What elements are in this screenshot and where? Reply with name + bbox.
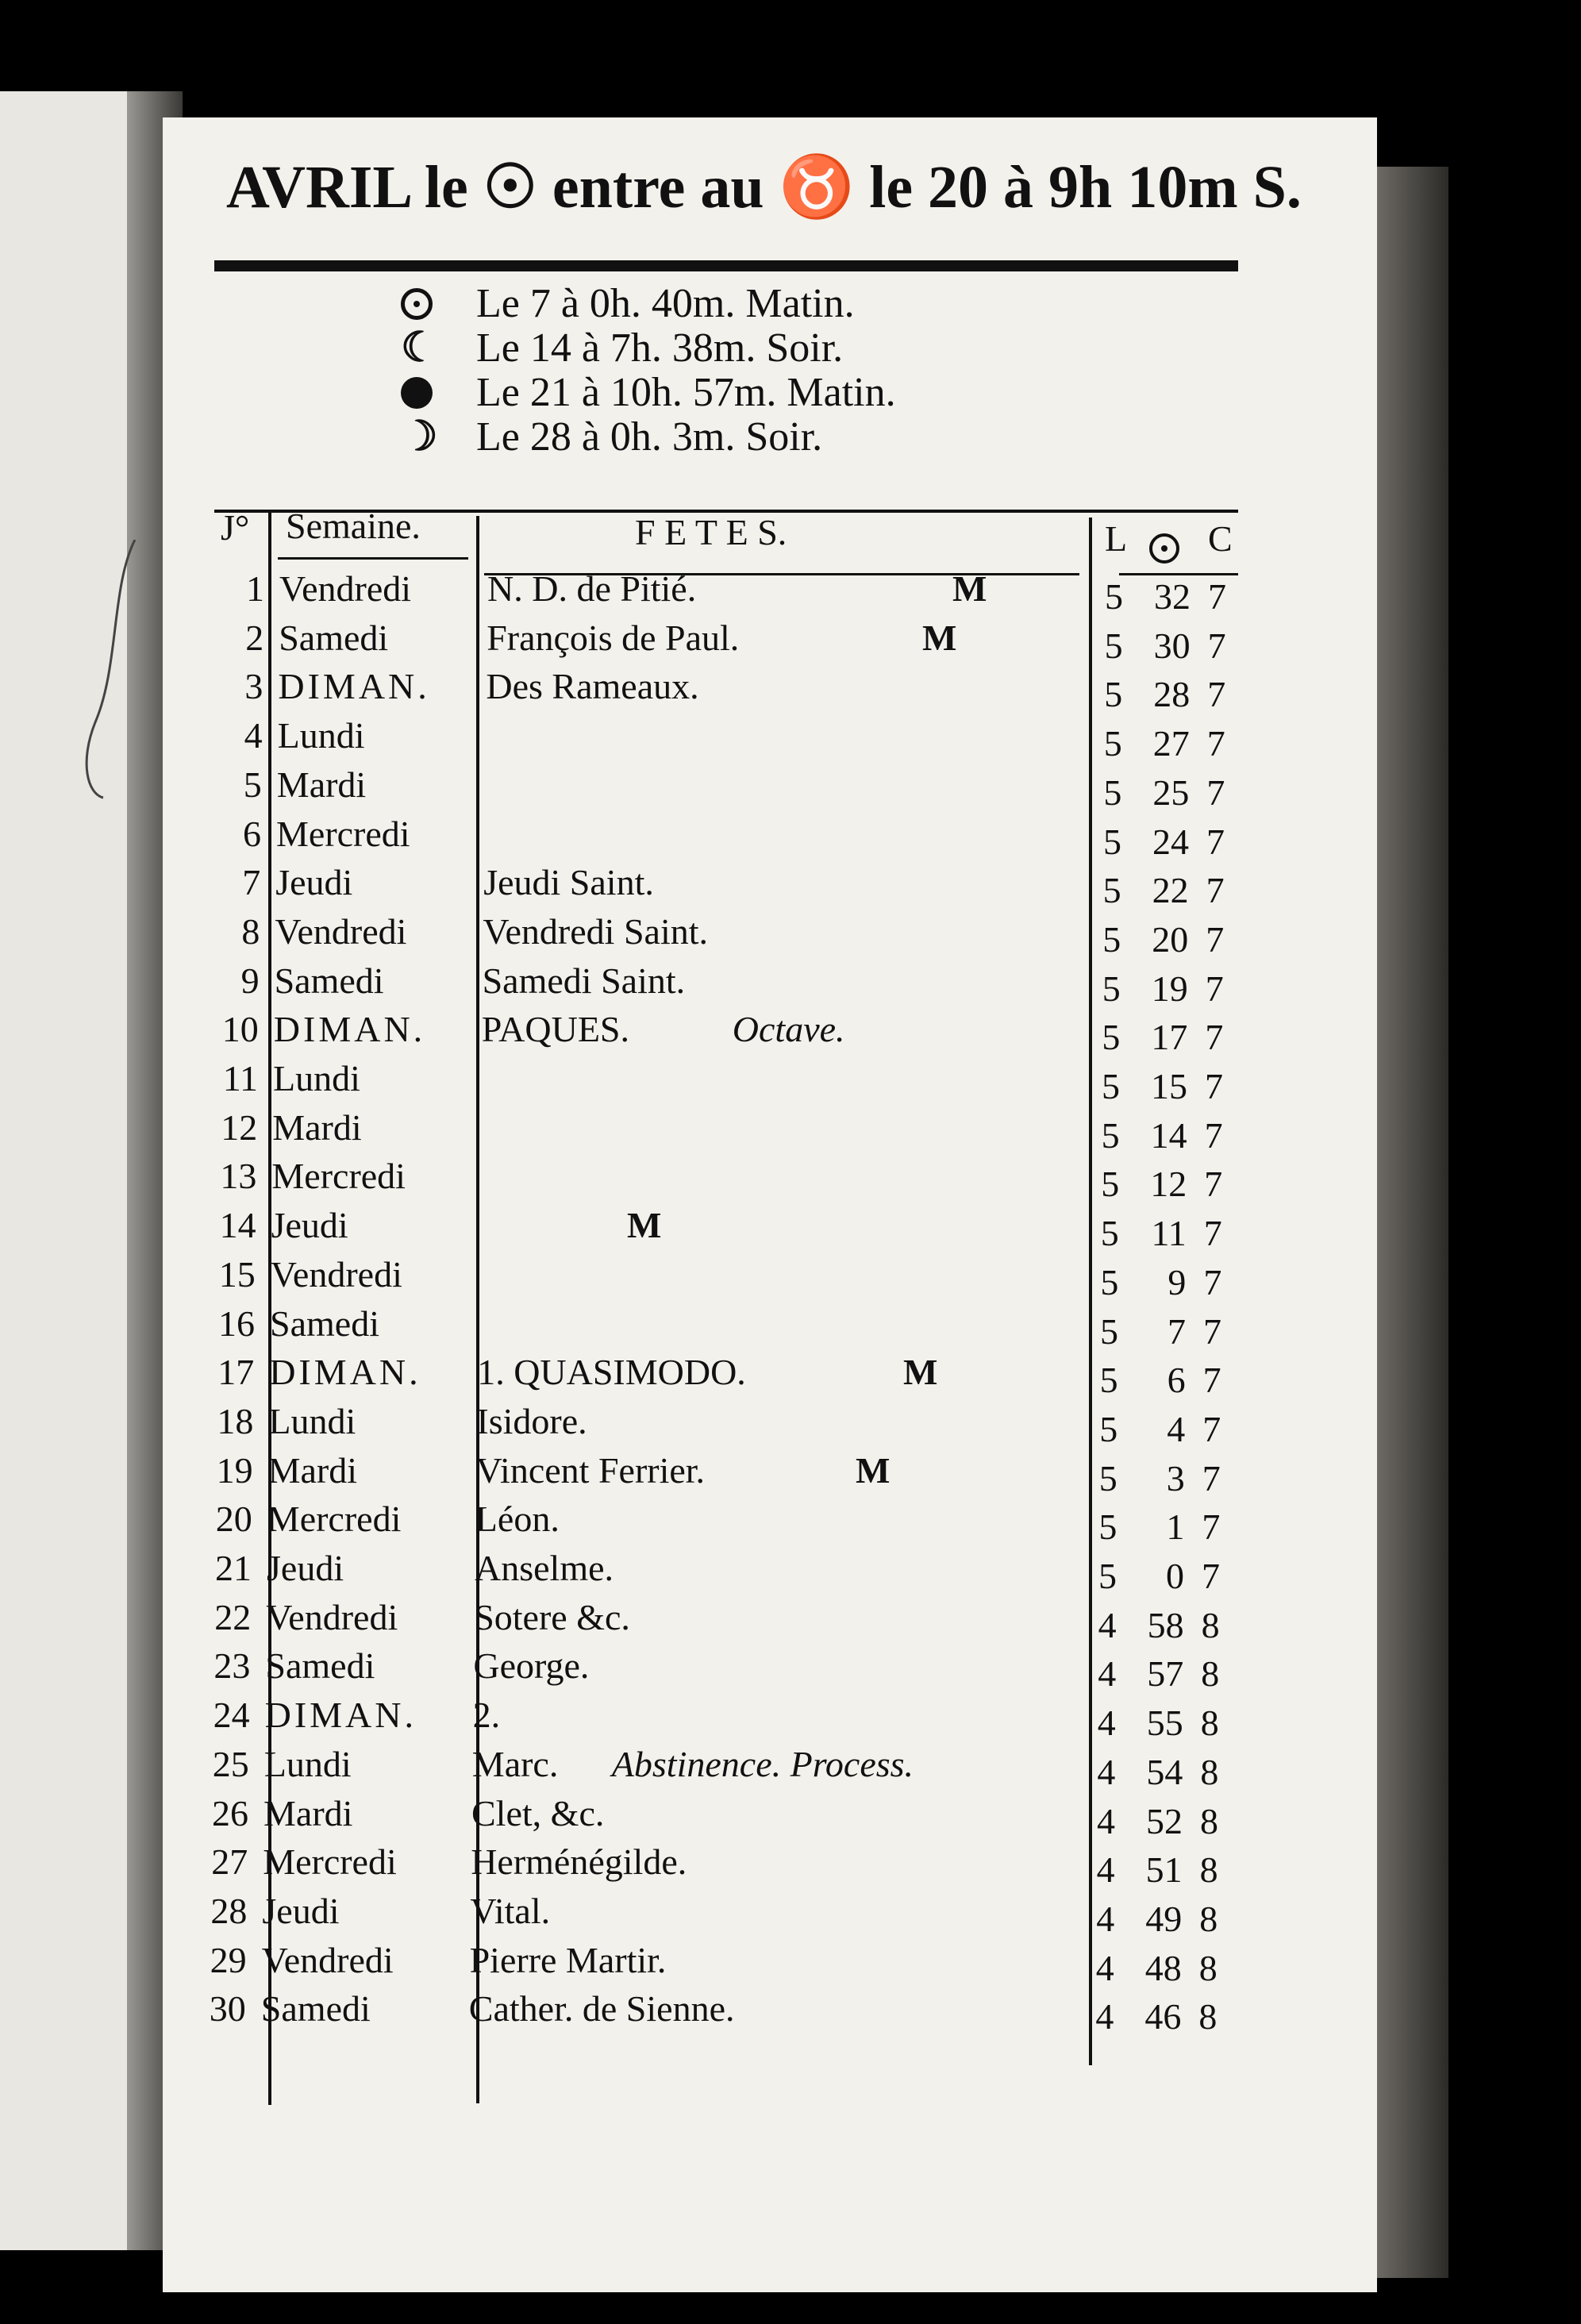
row-sunrise-min: 54: [1146, 1751, 1183, 1792]
row-weekday: DIMAN.: [273, 1009, 426, 1050]
row-day-number: 9: [240, 960, 260, 1001]
row-feast: Vincent Ferrier.: [475, 1449, 706, 1491]
row-weekday: Samedi: [274, 960, 384, 1001]
row-day-number: 15: [218, 1253, 256, 1295]
row-weekday: Samedi: [265, 1645, 375, 1687]
row-sunrise-hour: 4: [1098, 1604, 1117, 1645]
row-weekday: Lundi: [268, 1400, 356, 1441]
row-day-number: 12: [221, 1106, 258, 1148]
row-day-number: 11: [222, 1058, 258, 1099]
row-day-number: 4: [244, 715, 263, 756]
row-sunrise-hour: 5: [1100, 1310, 1118, 1352]
row-weekday: Lundi: [277, 715, 365, 756]
row-sunrise-hour: 4: [1096, 1849, 1115, 1891]
row-sunrise-hour: 5: [1100, 1261, 1119, 1302]
row-sunrise-hour: 4: [1095, 1947, 1114, 1988]
row-sunrise-hour: 5: [1105, 576, 1123, 617]
row-sunrise-hour: 5: [1103, 723, 1122, 764]
row-sunset-hour: 7: [1203, 1310, 1221, 1352]
phase-text: Le 14 à 7h. 38m. Soir.: [476, 325, 844, 371]
row-day-number: 14: [219, 1205, 256, 1246]
row-sunrise-min: 9: [1167, 1261, 1187, 1302]
row-sunrise-hour: 5: [1104, 625, 1123, 666]
row-day-number: 17: [217, 1352, 255, 1393]
full-moon-icon: [401, 288, 433, 320]
new-moon-icon: [401, 377, 433, 409]
row-feast: Samedi Saint.: [482, 960, 686, 1001]
phase-text: Le 28 à 0h. 3m. Soir.: [476, 414, 823, 460]
row-sunrise-min: 28: [1153, 674, 1191, 715]
row-feast: Anselme.: [475, 1548, 614, 1588]
row-sunrise-min: 6: [1167, 1360, 1186, 1401]
row-day-number: 1: [246, 568, 264, 609]
row-feast: Clet, &c.: [471, 1792, 605, 1833]
row-weekday: Jeudi: [275, 862, 353, 903]
row-weekday: DIMAN.: [264, 1695, 417, 1736]
row-feast: François de Paul.: [487, 617, 740, 658]
row-sunrise-hour: 4: [1097, 1751, 1116, 1792]
row-sunrise-min: 32: [1154, 576, 1191, 617]
row-mass-mark: M: [903, 1352, 938, 1393]
row-weekday: Jeudi: [262, 1890, 340, 1931]
row-sunrise-min: 49: [1145, 1898, 1183, 1939]
row-sunrise-min: 14: [1150, 1114, 1187, 1156]
row-day-number: 26: [212, 1792, 248, 1833]
page-title: AVRIL le ☉ entre au ♉ le 20 à 9h 10m S.: [226, 154, 1302, 221]
row-feast: Marc.: [471, 1743, 559, 1784]
row-sunset-hour: 7: [1202, 1506, 1221, 1548]
row-feast: Des Rameaux.: [486, 666, 699, 707]
row-sunset-hour: 8: [1199, 1898, 1218, 1939]
first-quarter-icon: ☽: [401, 414, 438, 460]
header-fetes: F E T E S.: [635, 512, 787, 552]
row-weekday: Lundi: [273, 1058, 360, 1099]
row-sunset-hour: 8: [1201, 1653, 1220, 1695]
row-weekday: DIMAN.: [269, 1352, 421, 1393]
row-day-number: 10: [221, 1009, 259, 1050]
row-sunrise-hour: 5: [1100, 1213, 1119, 1254]
row-sunset-hour: 7: [1206, 723, 1225, 764]
row-feast: 2.: [472, 1695, 501, 1736]
row-sunset-hour: 7: [1204, 1164, 1223, 1205]
row-day-number: 25: [212, 1743, 249, 1784]
row-weekday: Mercredi: [271, 1156, 406, 1197]
row-sunrise-min: 20: [1152, 918, 1189, 960]
row-sunrise-hour: 5: [1102, 1017, 1121, 1058]
row-weekday: Lundi: [264, 1743, 352, 1784]
row-sunrise-hour: 5: [1098, 1506, 1117, 1548]
row-sunrise-min: 30: [1153, 625, 1191, 666]
row-sunrise-min: 7: [1167, 1310, 1186, 1352]
col-rule-fetes: [1089, 518, 1092, 2065]
row-sunset-hour: 7: [1205, 1066, 1223, 1106]
row-sunset-hour: 7: [1202, 1457, 1221, 1499]
row-sunset-hour: 7: [1203, 1261, 1222, 1302]
row-sunrise-hour: 4: [1096, 1898, 1115, 1939]
row-day-number: 5: [243, 764, 262, 805]
row-feast: Jeudi Saint.: [483, 862, 654, 903]
row-weekday: Mercredi: [276, 813, 410, 854]
row-sunrise-hour: 5: [1099, 1360, 1118, 1401]
row-day-number: 29: [210, 1939, 247, 1980]
row-day-number: 21: [215, 1548, 252, 1588]
row-feast: George.: [473, 1645, 590, 1687]
sun-icon: [1149, 533, 1179, 564]
row-sunrise-min: 48: [1144, 1947, 1182, 1988]
row-sunrise-min: 19: [1151, 968, 1188, 1009]
row-mass-mark: M: [952, 568, 987, 609]
phase-text: Le 21 à 10h. 57m. Matin.: [476, 370, 896, 415]
row-sunrise-hour: 4: [1095, 1996, 1114, 2037]
row-feast: Pierre Martir.: [469, 1939, 667, 1980]
row-day-number: 27: [211, 1841, 248, 1883]
row-sunrise-hour: 5: [1102, 918, 1121, 960]
row-sunrise-min: 24: [1152, 821, 1189, 862]
row-sunrise-min: 22: [1152, 870, 1189, 911]
row-mass-mark: M: [922, 617, 957, 658]
row-sunset-hour: 7: [1202, 1556, 1220, 1596]
row-day-number: 16: [218, 1302, 255, 1344]
row-weekday: Vendredi: [261, 1939, 394, 1980]
row-weekday: Samedi: [260, 1988, 371, 2030]
row-sunset-hour: 8: [1198, 1947, 1217, 1988]
row-sunrise-hour: 5: [1102, 870, 1121, 911]
row-sunset-hour: 7: [1208, 576, 1226, 617]
row-weekday: Vendredi: [270, 1253, 402, 1295]
row-day-number: 23: [213, 1645, 251, 1687]
row-sunrise-min: 4: [1167, 1408, 1186, 1449]
row-sunrise-min: 58: [1147, 1604, 1184, 1645]
row-day-number: 13: [220, 1156, 257, 1197]
row-day-number: 19: [216, 1449, 253, 1491]
row-sunset-hour: 7: [1206, 771, 1225, 813]
row-sunrise-min: 0: [1166, 1556, 1184, 1596]
row-feast-italic: Octave.: [732, 1009, 845, 1050]
row-sunset-hour: 8: [1199, 1849, 1218, 1891]
row-weekday: Samedi: [270, 1302, 379, 1344]
header-coucher: C: [1208, 518, 1233, 559]
row-day-number: 28: [210, 1890, 248, 1931]
row-sunrise-min: 12: [1150, 1164, 1187, 1205]
row-weekday: Jeudi: [271, 1205, 348, 1246]
row-day-number: 3: [244, 666, 264, 707]
row-sunset-hour: 7: [1203, 1213, 1222, 1254]
row-weekday: Mardi: [267, 1449, 358, 1491]
row-mass-mark: M: [627, 1205, 662, 1246]
row-sunrise-min: 15: [1151, 1066, 1187, 1106]
row-sunrise-min: 25: [1152, 771, 1190, 813]
row-weekday: Vendredi: [275, 910, 407, 952]
title-rule: [214, 260, 1238, 271]
last-quarter-icon: ☾: [401, 325, 438, 371]
row-weekday: Mercredi: [267, 1499, 402, 1540]
row-sunrise-hour: 4: [1097, 1703, 1116, 1744]
row-sunrise-hour: 5: [1102, 1066, 1120, 1106]
row-weekday: Mercredi: [263, 1841, 397, 1883]
row-weekday: Mardi: [276, 764, 367, 805]
row-sunrise-hour: 5: [1102, 968, 1121, 1009]
row-sunset-hour: 7: [1205, 1017, 1224, 1058]
row-sunset-hour: 7: [1206, 821, 1225, 862]
row-sunset-hour: 7: [1206, 870, 1225, 911]
row-day-number: 2: [245, 617, 264, 658]
row-sunset-hour: 7: [1207, 625, 1226, 666]
row-feast-italic: Abstinence. Process.: [611, 1743, 914, 1784]
row-feast: Vital.: [470, 1890, 551, 1931]
row-day-number: 6: [243, 813, 261, 854]
row-day-number: 30: [209, 1988, 246, 2030]
row-sunrise-hour: 5: [1099, 1408, 1118, 1449]
row-day-number: 24: [213, 1695, 250, 1736]
row-weekday: Jeudi: [267, 1548, 344, 1588]
row-feast: 1. QUASIMODO.: [477, 1352, 746, 1393]
row-feast: Léon.: [475, 1499, 560, 1540]
row-day-number: 8: [241, 910, 260, 952]
row-sunset-hour: 7: [1204, 1114, 1223, 1156]
row-mass-mark: M: [856, 1449, 891, 1491]
row-sunset-hour: 8: [1198, 1996, 1217, 2037]
row-feast: Cather. de Sienne.: [468, 1988, 735, 2030]
row-weekday: Vendredi: [266, 1596, 398, 1637]
row-sunrise-hour: 5: [1103, 821, 1121, 862]
row-feast: PAQUES.: [481, 1009, 629, 1050]
row-sunrise-min: 1: [1166, 1506, 1185, 1548]
row-feast: Vendredi Saint.: [483, 910, 709, 952]
header-sun-icon: [1149, 524, 1179, 566]
row-sunset-hour: 8: [1200, 1800, 1218, 1841]
row-sunrise-hour: 4: [1097, 1800, 1115, 1841]
row-sunset-hour: 7: [1205, 968, 1224, 1009]
page-edge-shadow: [1377, 167, 1448, 2278]
left-page-edge: [0, 91, 127, 2250]
row-sunrise-hour: 5: [1101, 1164, 1120, 1205]
row-sunset-hour: 7: [1202, 1408, 1221, 1449]
row-sunrise-hour: 5: [1098, 1457, 1117, 1499]
header-semaine: Semaine.: [286, 506, 421, 546]
row-feast: Isidore.: [476, 1400, 587, 1441]
row-feast: Sotere &c.: [474, 1596, 630, 1637]
row-sunset-hour: 7: [1206, 918, 1225, 960]
row-day-number: 20: [215, 1499, 252, 1540]
row-sunrise-min: 17: [1151, 1017, 1188, 1058]
row-sunset-hour: 7: [1202, 1360, 1221, 1401]
margin-pencil-mark: [79, 540, 143, 802]
row-day-number: 7: [242, 862, 261, 903]
row-feast: N. D. de Pitié.: [487, 568, 697, 609]
row-sunset-hour: 8: [1200, 1751, 1219, 1792]
phase-text: Le 7 à 0h. 40m. Matin.: [476, 281, 855, 326]
semaine-underline: [278, 557, 468, 560]
row-sunrise-hour: 4: [1098, 1653, 1117, 1695]
row-sunrise-min: 55: [1146, 1703, 1183, 1744]
row-feast: Herménégilde.: [471, 1841, 687, 1883]
row-weekday: Samedi: [279, 617, 389, 658]
row-sunrise-hour: 5: [1103, 771, 1122, 813]
row-day-number: 22: [214, 1596, 252, 1637]
row-sunrise-min: 27: [1152, 723, 1190, 764]
row-sunrise-hour: 5: [1101, 1114, 1120, 1156]
row-sunset-hour: 7: [1207, 674, 1226, 715]
row-sunrise-hour: 5: [1104, 674, 1123, 715]
row-weekday: Vendredi: [279, 568, 412, 609]
header-num: J°: [221, 507, 250, 548]
row-sunset-hour: 8: [1200, 1703, 1219, 1744]
row-weekday: Mardi: [272, 1106, 362, 1148]
row-sunrise-min: 57: [1147, 1653, 1184, 1695]
row-weekday: DIMAN.: [278, 666, 430, 707]
row-sunrise-min: 46: [1144, 1996, 1182, 2037]
row-sunrise-min: 3: [1166, 1457, 1185, 1499]
row-sunrise-hour: 5: [1098, 1556, 1117, 1596]
row-sunrise-min: 52: [1146, 1800, 1183, 1841]
row-sunrise-min: 11: [1151, 1213, 1187, 1254]
row-sunset-hour: 8: [1201, 1604, 1220, 1645]
row-weekday: Mardi: [264, 1792, 353, 1833]
row-sunrise-min: 51: [1145, 1849, 1183, 1891]
row-day-number: 18: [217, 1400, 254, 1441]
header-lever: L: [1105, 518, 1128, 559]
